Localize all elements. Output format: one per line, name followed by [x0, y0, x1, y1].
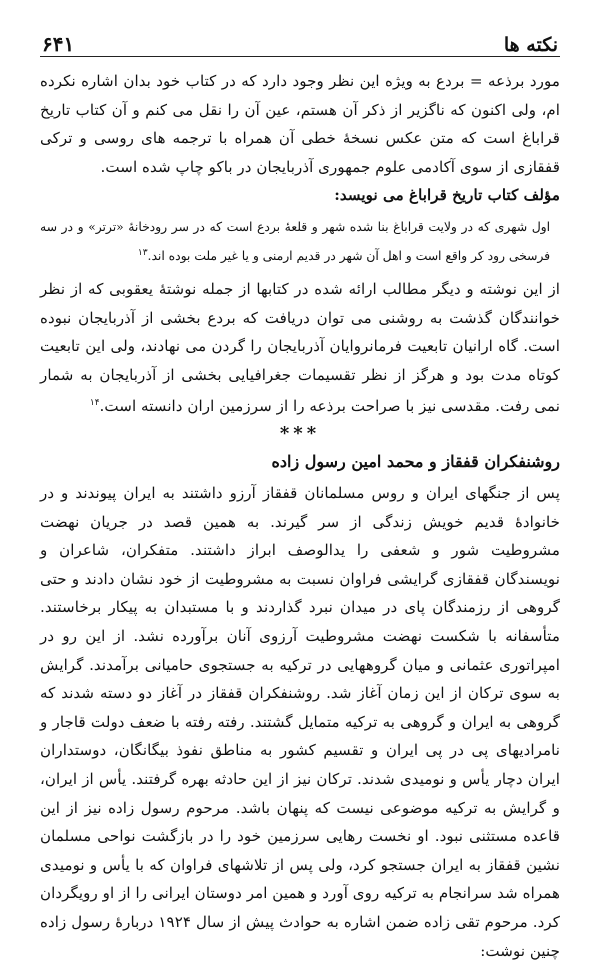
paragraph-conclusion	[40, 275, 560, 421]
quote-text: اول شهری که در ولایت قراباغ بنا شده شهر و قلعهٔ بردع است که در سر رودخانهٔ «ترتر» و در سه فرسخی رود کر واقع است و اهل آن شهر در قدیم ارمنی و یا غیر ملت بوده اند.	[40, 219, 550, 264]
page-number: ۶۴۱	[42, 32, 75, 56]
karabagh-history-quote	[40, 214, 550, 269]
section-separator: ***	[279, 423, 321, 445]
section-heading: روشنفکران قفقاز و محمد امین رسول زاده	[271, 452, 560, 472]
footnote-ref-13: ۱۳	[137, 247, 148, 258]
quote-intro: مؤلف کتاب تاریخ قراباغ می نویسد:	[334, 186, 560, 205]
paragraph-caucasus-intellectuals: پس از جنگهای ایران و روس مسلمانان قفقاز آرزو داشتند به ایران پیوندند و در خانوادهٔ قدیم خویش زندگی از سر گیرند. به همین قصد در جریان نهضت مشروطیت شور و شعفی را یدالوصف ابراز داشتند. متفکران، شاعران و نویسندگان قفقازی گرایشی فراوان نسبت به مشروطیت از خود نشان دادند و حتی گروهی از رزمندگان پای در میدان نبرد گذاردند و با مستبدان به پیکار برخاستند. متأسفانه با شکست نهضت مشروطیت آرزوی آنان برآورده نشد. از این رو در امپراتوری عثمانی و میان گروههایی در ترکیه به جستجوی حامیانی برآمدند. گرایش به سوی ترکان از این زمان آغاز شد. روشنفکران قفقاز در آغاز دو دسته شدند که گروهی به ایران و گروهی به ترکیه متمایل گشتند. رفته رفته با ضعف دولت قاجار و نامرادیهای پی در پی ایران و تقسیم کشور به مناطق نفوذ بیگانگان، دوستداران ایران دچار یأس و نومیدی شدند. ترکان نیز از این حادثه بهره گرفتند. یأس از ایران، و گرایش به ترکیه موضوعی نیست که پنهان باشد. مرحوم رسول زاده نیز از این قاعده مستثنی نبود. او نخست رهایی سرزمین خود را در بازگشت نواحی مسلمان نشین قفقاز به ایران جستجو کرد، ولی پس از تلاشهای فراوان که با یأس و نومیدی همراه شد سرانجام به ترکیه روی آورد و همین امر دوستان ایرانی را از او رویگردان کرد. مرحوم تقی زاده ضمن اشاره به حوادث پیش از سال ۱۹۲۴ دربارهٔ رسول زاده چنین نوشت:	[40, 484, 560, 960]
paragraph-bardaa: مورد برذعه = بردع به ویژه این نظر وجود دارد که در کتاب خود بدان اشاره نکرده ام، ولی اکنون که ناگزیر از ذکر آن هستم، عین آن را نقل می کنم و آن کتاب تاریخ قراباغ است که متن عکس نسخهٔ خطی آن همراه با ترجمه های روسی و ترکی قفقازی از سوی آکادمی علوم جمهوری آذربایجان در باکو چاپ شده است.	[40, 72, 560, 176]
page-header	[40, 22, 560, 57]
running-title: نکته ها	[503, 34, 558, 56]
page-body	[40, 67, 560, 965]
paragraph-conclusion-text: از این نوشته و دیگر مطالب ارائه شده در کتابها از جمله نوشتهٔ یعقوبی که از نظر خوانندگان گذشت به روشنی می توان دریافت که بردع بخشی از آذربایجان نبوده است. گاه ارانیان تابعیت فرمانروایان آذربایجان را گردن می نهادند، ولی این تابعیت کوتاه مدت بود و هرگز از نظر تقسیمات جغرافیایی بخشی از آذربایجان به شمار نمی رفت. مقدسی نیز با صراحت برذعه را از سرزمین اران دانسته است.	[40, 280, 560, 416]
footnote-ref-14: ۱۴	[89, 398, 100, 409]
